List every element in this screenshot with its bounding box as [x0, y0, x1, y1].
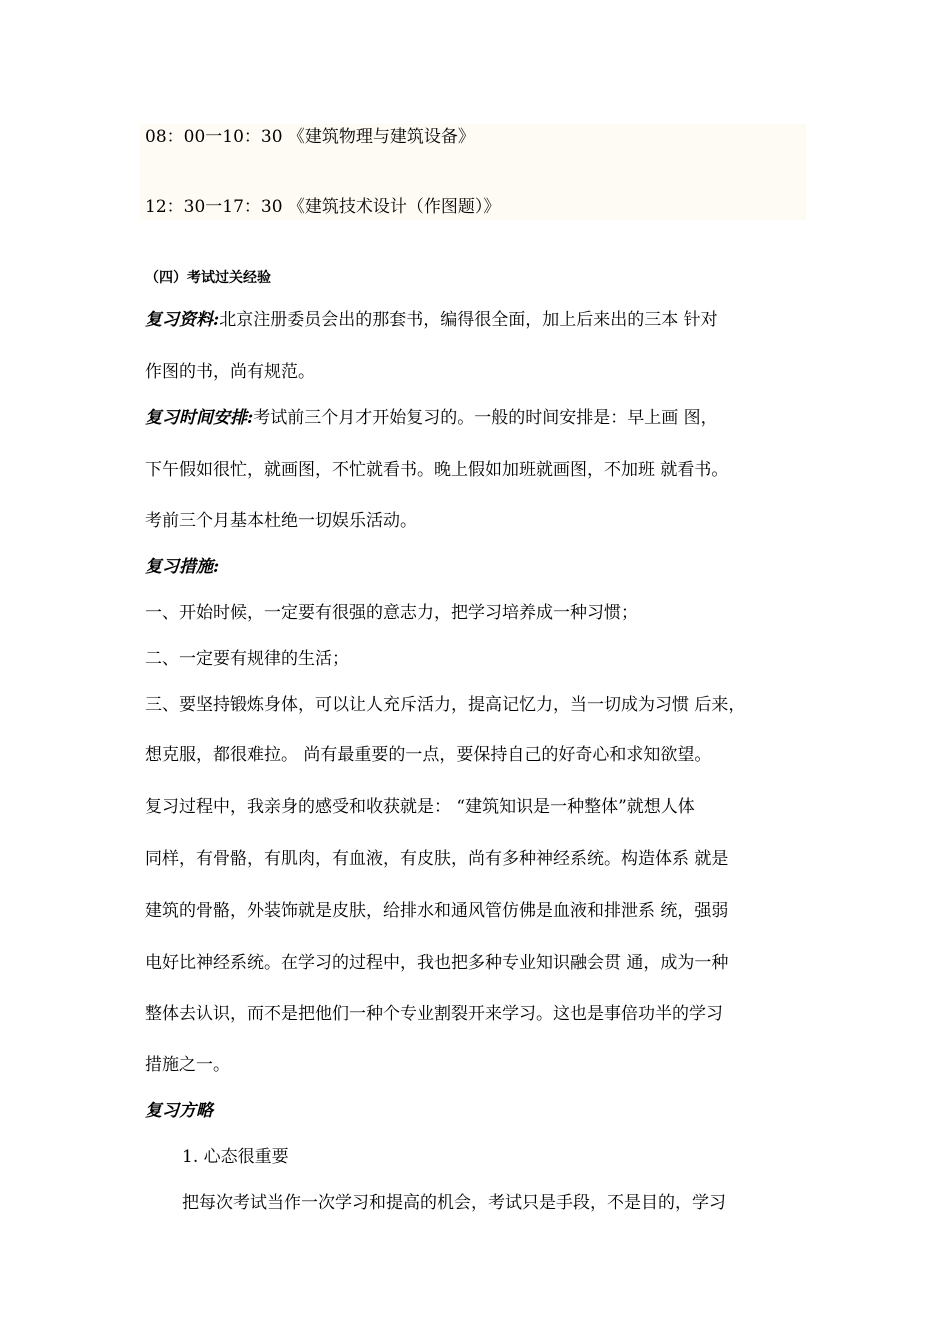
measures-item-2: 二、一定要有规律的生活； [145, 649, 349, 669]
materials-line-2: 作图的书，尚有规范。 [145, 362, 315, 382]
time-plan-line-2: 下午假如很忙，就画图，不忙就看书。晚上假如加班就画图，不加班 就看书。 [145, 460, 729, 480]
time-plan-label: 复习时间安排: [145, 408, 254, 428]
strategy-item-1: 1. 心态很重要 [182, 1147, 289, 1167]
time-plan-line-3: 考前三个月基本杜绝一切娱乐活动。 [145, 511, 417, 531]
schedule-row-1: 08：00一10：30 《建筑物理与建筑设备》 [145, 127, 475, 147]
materials-line-1 [145, 310, 718, 330]
measures-item-3-line-1: 三、要坚持锻炼身体，可以让人充斥活力，提高记忆力，当一切成为习惯 后来， [145, 695, 746, 715]
section-heading: （四）考试过关经验 [145, 270, 271, 286]
process-line-2: 同样，有骨骼，有肌肉，有血液，有皮肤，尚有多种神经系统。构造体系 就是 [145, 849, 729, 869]
strategy-para-1: 把每次考试当作一次学习和提高的机会，考试只是手段，不是目的，学习 [182, 1193, 726, 1213]
time-plan-text-1: 考试前三个月才开始复习的。一般的时间安排是：早上画 图， [253, 408, 718, 428]
process-line-6: 措施之一。 [145, 1055, 230, 1075]
schedule-row-2: 12：30一17：30 《建筑技术设计（作图题）》 [145, 197, 501, 217]
measures-item-3-line-2: 想克服，都很难拉。 尚有最重要的一点，要保持自己的好奇心和求知欲望。 [145, 745, 712, 765]
measures-label: 复习措施: [145, 557, 220, 577]
time-plan-line-1 [145, 408, 718, 428]
process-line-5: 整体去认识，而不是把他们一种个专业割裂开来学习。这也是事倍功半的学习 [145, 1004, 723, 1024]
process-line-4: 电好比神经系统。在学习的过程中，我也把多种专业知识融会贯 通，成为一种 [145, 953, 729, 973]
process-line-3: 建筑的骨骼，外装饰就是皮肤，给排水和通风管仿佛是血液和排泄系 统，强弱 [145, 901, 729, 921]
materials-label: 复习资料: [145, 310, 220, 330]
measures-item-1: 一、开始时候，一定要有很强的意志力，把学习培养成一种习惯； [145, 603, 638, 623]
process-line-1: 复习过程中，我亲身的感受和收获就是： “建筑知识是一种整体”就想人体 [145, 797, 695, 817]
strategy-label: 复习方略 [145, 1101, 213, 1121]
materials-text-1: 北京注册委员会出的那套书，编得很全面，加上后来出的三本 针对 [219, 310, 718, 330]
